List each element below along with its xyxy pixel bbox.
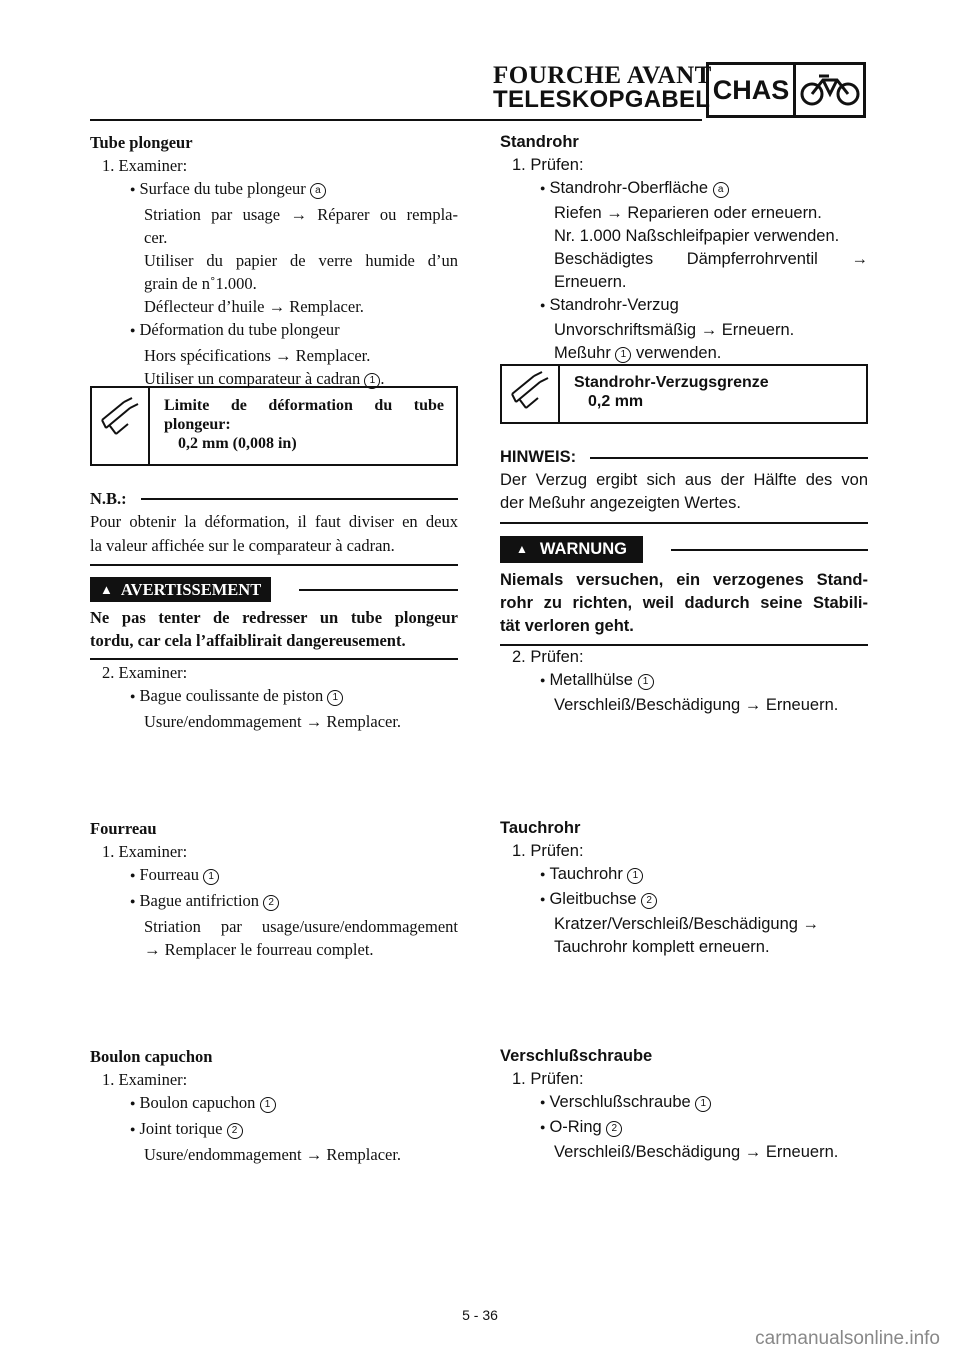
fr-fourreau-line1: Striation par usage/usure/endommagement xyxy=(144,917,458,936)
fr-fourreau-section xyxy=(90,817,458,961)
de-tube-bullet2: ● Standrohr-Verzug xyxy=(500,294,868,319)
de-schraube-step1: 1. Prüfen: xyxy=(512,1070,584,1088)
de-tube-line1: Riefen → Reparieren oder erneuern. xyxy=(554,204,822,222)
page-number: 5 - 36 xyxy=(462,1307,498,1323)
de-spec-line1: Standrohr-Verzugsgrenze xyxy=(574,374,769,391)
fr-spec-line1: Limite de déformation du tube xyxy=(164,397,444,414)
de-step2 xyxy=(500,646,868,717)
de-spec-box xyxy=(500,364,868,424)
marker-2: 2 xyxy=(641,893,657,909)
marker-1: 1 xyxy=(260,1097,276,1113)
fr-tube-bullet2: ● Déformation du tube plongeur xyxy=(90,318,458,344)
de-tube-bullet1: ● Standrohr-Oberfläche a xyxy=(500,177,868,202)
de-note xyxy=(500,446,868,524)
de-note-line2: der Meßuhr angezeigten Wertes. xyxy=(500,494,741,512)
de-step2-line1: Verschleiß/Beschädigung → Erneuern. xyxy=(554,696,839,714)
fr-tube-line6: Hors spécifications → Remplacer. xyxy=(144,346,371,365)
fr-warning xyxy=(90,577,458,660)
fr-tube-section xyxy=(90,131,458,390)
fr-note-line1: Pour obtenir la déformation, il faut diviser en deux xyxy=(90,512,458,531)
watermark: carmanualsonline.info xyxy=(755,1328,940,1349)
marker-1: 1 xyxy=(615,347,631,363)
de-warning-line2: rohr zu richten, weil dadurch seine Stabili- xyxy=(500,594,868,612)
de-tube-line4: Erneuern. xyxy=(554,273,627,291)
fr-boulon-line1: Usure/endommagement → Remplacer. xyxy=(144,1145,402,1164)
de-note-header: HINWEIS: xyxy=(500,446,868,469)
marker-1: 1 xyxy=(638,674,654,690)
fr-step2-num: 2. Examiner: xyxy=(102,663,188,682)
caliper-icon xyxy=(502,366,560,422)
section-badge xyxy=(706,62,866,118)
de-note-rule xyxy=(500,522,868,524)
de-schraube-heading: Verschlußschraube xyxy=(500,1047,653,1065)
marker-2: 2 xyxy=(606,1121,622,1137)
de-step2-num: 2. Prüfen: xyxy=(512,648,584,666)
header-title-de: TELESKOPGABEL xyxy=(493,86,711,113)
de-spec-value: 0,2 mm xyxy=(588,393,644,410)
header-rule xyxy=(90,119,702,121)
fr-warning-line2: tordu, car cela l’affaiblirait dangereusement. xyxy=(90,631,406,650)
fr-fourreau-line2: → Remplacer le fourreau complet. xyxy=(144,940,374,959)
fr-warning-badge: ▲ AVERTISSEMENT xyxy=(90,577,271,602)
fr-tube-line7: Utiliser un comparateur à cadran 1 . xyxy=(144,369,385,388)
fr-note-line2: la valeur affichée sur le comparateur à cadran. xyxy=(90,536,395,555)
de-tube-step1: 1. Prüfen: xyxy=(512,156,584,174)
fr-tube-line5: Déflecteur d’huile → Remplacer. xyxy=(144,297,364,316)
de-tauch-line2: Tauchrohr komplett erneuern. xyxy=(554,938,770,956)
marker-1: 1 xyxy=(364,373,380,389)
fr-step2 xyxy=(90,661,458,733)
fr-tube-step1: 1. Examiner: xyxy=(102,156,188,175)
de-warning-line1: Niemals versuchen, ein verzogenes Stand- xyxy=(500,571,868,589)
marker-2: 2 xyxy=(263,895,279,911)
fr-fourreau-bullet2: ● Bague antifriction 2 xyxy=(90,889,458,915)
fr-spec-value: 0,2 mm (0,008 in) xyxy=(178,435,297,452)
de-tauch-step1: 1. Prüfen: xyxy=(512,842,584,860)
de-tauch-line1: Kratzer/Verschleiß/Beschädigung → xyxy=(554,915,820,933)
de-tauch-heading: Tauchrohr xyxy=(500,819,581,837)
de-tube-line3: Beschädigtes Dämpferrohrventil → xyxy=(554,250,868,268)
de-warning xyxy=(500,536,868,646)
de-schraube-line1: Verschleiß/Beschädigung → Erneuern. xyxy=(554,1143,839,1161)
de-schraube-bullet1: ● Verschlußschraube 1 xyxy=(500,1091,868,1116)
caliper-icon xyxy=(92,388,150,464)
fr-boulon-step1: 1. Examiner: xyxy=(102,1070,188,1089)
header-title-fr: FOURCHE AVANT xyxy=(493,62,712,89)
motorcycle-icon xyxy=(796,65,863,115)
fr-tube-bullet1: ● Surface du tube plongeur a xyxy=(90,177,458,203)
fr-step2-bullet: ● Bague coulissante de piston 1 xyxy=(90,684,458,710)
warning-icon: ▲ xyxy=(100,582,113,597)
fr-tube-line2: cer. xyxy=(144,228,168,247)
marker-2: 2 xyxy=(227,1123,243,1139)
fr-fourreau-step1: 1. Examiner: xyxy=(102,842,188,861)
fr-warning-header xyxy=(90,577,458,602)
fr-boulon-bullet1: ● Boulon capuchon 1 xyxy=(90,1091,458,1117)
fr-tube-line1: Striation par usage → Réparer ou rempla- xyxy=(144,205,458,224)
fr-warning-line1: Ne pas tenter de redresser un tube plongeur xyxy=(90,608,458,627)
fr-fourreau-heading: Fourreau xyxy=(90,819,157,838)
marker-1: 1 xyxy=(695,1096,711,1112)
fr-step2-line1: Usure/endommagement → Remplacer. xyxy=(144,712,402,731)
de-tube-heading: Standrohr xyxy=(500,133,579,151)
warning-icon: ▲ xyxy=(516,542,528,556)
fr-boulon-section xyxy=(90,1045,458,1166)
fr-warning-rule xyxy=(90,658,458,660)
de-tube-section xyxy=(500,131,868,365)
marker-1: 1 xyxy=(203,869,219,885)
de-tube-line6: Meßuhr 1 verwenden. xyxy=(554,344,722,362)
fr-boulon-heading: Boulon capuchon xyxy=(90,1047,213,1066)
de-tauch-bullet1: ● Tauchrohr 1 xyxy=(500,863,868,888)
marker-a: a xyxy=(713,182,729,198)
de-tauch-bullet2: ● Gleitbuchse 2 xyxy=(500,888,868,913)
fr-tube-line4: grain de n˚1.000. xyxy=(144,274,257,293)
de-warning-badge: ▲ WARNUNG xyxy=(500,536,643,563)
fr-note-rule xyxy=(90,564,458,566)
de-note-line1: Der Verzug ergibt sich aus der Hälfte des von xyxy=(500,471,868,489)
de-schraube-bullet2: ● O-Ring 2 xyxy=(500,1116,868,1141)
marker-1: 1 xyxy=(627,868,643,884)
de-warning-line3: tät verloren geht. xyxy=(500,617,634,635)
fr-spec-line2: plongeur: xyxy=(164,416,231,433)
de-warning-header xyxy=(500,536,868,563)
de-tauch-section xyxy=(500,817,868,959)
fr-note xyxy=(90,487,458,566)
de-schraube-section xyxy=(500,1045,868,1164)
marker-a: a xyxy=(310,183,326,199)
fr-tube-line3: Utiliser du papier de verre humide d’un xyxy=(144,251,458,270)
de-step2-bullet: ● Metallhülse 1 xyxy=(500,669,868,694)
de-tube-line2: Nr. 1.000 Naßschleifpapier verwenden. xyxy=(554,227,840,245)
section-label: CHAS xyxy=(709,65,796,115)
marker-1: 1 xyxy=(327,690,343,706)
fr-boulon-bullet2: ● Joint torique 2 xyxy=(90,1117,458,1143)
de-tube-line5: Unvorschriftsmäßig → Erneuern. xyxy=(554,321,795,339)
fr-spec-box xyxy=(90,386,458,466)
fr-fourreau-bullet1: ● Fourreau 1 xyxy=(90,863,458,889)
fr-note-header: N.B.: xyxy=(90,487,458,510)
fr-tube-heading: Tube plongeur xyxy=(90,133,193,152)
